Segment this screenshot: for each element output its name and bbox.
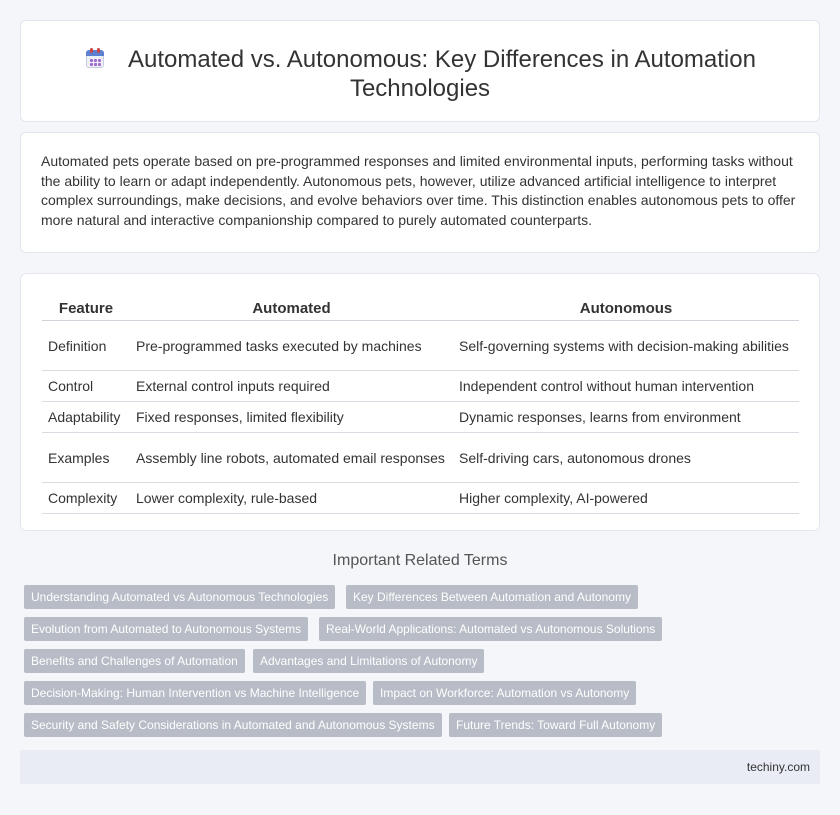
table-row — [42, 483, 799, 514]
related-term-link[interactable]: Understanding Automated vs Autonomous Technologies — [24, 585, 335, 609]
autonomous-cell: Independent control without human intervention — [453, 371, 799, 402]
comparison-card — [20, 273, 820, 531]
autonomous-cell: Dynamic responses, learns from environment — [453, 402, 799, 433]
related-term-link[interactable]: Impact on Workforce: Automation vs Autonomy — [373, 681, 636, 705]
related-term-link[interactable]: Future Trends: Toward Full Autonomy — [449, 713, 662, 737]
feature-cell: Complexity — [42, 483, 130, 514]
table-row — [42, 321, 799, 371]
automated-cell: Fixed responses, limited flexibility — [130, 402, 453, 433]
autonomous-cell: Self-governing systems with decision-making abilities — [453, 321, 799, 371]
related-term-link[interactable]: Key Differences Between Automation and Autonomy — [346, 585, 638, 609]
feature-cell: Control — [42, 371, 130, 402]
footer — [20, 750, 820, 784]
footer-site-link[interactable]: techiny.com — [746, 760, 810, 774]
header-card — [20, 20, 820, 122]
automated-cell: Pre-programmed tasks executed by machines — [130, 321, 453, 371]
column-header-feature: Feature — [42, 297, 130, 321]
feature-cell: Definition — [42, 321, 130, 371]
intro-paragraph: Automated pets operate based on pre-programmed responses and limited environmental inputs, performing tasks without the ability to learn or adapt independently. Autonomous pets, however, utilize advanced artificial intelligence to interpret complex surroundings, make decisions, and evolve behaviors over time. This distinction enables autonomous pets to offer more natural and interactive companionship compared to purely automated counterparts. — [41, 153, 796, 228]
feature-cell: Adaptability — [42, 402, 130, 433]
autonomous-cell: Higher complexity, AI-powered — [453, 483, 799, 514]
automated-cell: Assembly line robots, automated email responses — [130, 433, 453, 483]
autonomous-cell: Self-driving cars, autonomous drones — [453, 433, 799, 483]
intro-card — [20, 132, 820, 253]
related-term-link[interactable]: Benefits and Challenges of Automation — [24, 649, 245, 673]
related-term-link[interactable]: Real-World Applications: Automated vs Autonomous Solutions — [319, 617, 662, 641]
related-term-link[interactable]: Security and Safety Considerations in Automated and Autonomous Systems — [24, 713, 442, 737]
related-term-link[interactable]: Advantages and Limitations of Autonomy — [253, 649, 484, 673]
related-term-link[interactable]: Evolution from Automated to Autonomous Systems — [24, 617, 308, 641]
automated-cell: Lower complexity, rule-based — [130, 483, 453, 514]
feature-cell: Examples — [42, 433, 130, 483]
table-row — [42, 371, 799, 402]
related-term-link[interactable]: Decision-Making: Human Intervention vs Machine Intelligence — [24, 681, 366, 705]
table-row — [42, 433, 799, 483]
table-row — [42, 402, 799, 433]
page-title: Automated vs. Autonomous: Key Differences in Automation Technologies — [128, 46, 756, 102]
table-header-row — [42, 297, 799, 321]
column-header-automated: Automated — [130, 297, 453, 321]
column-header-autonomous: Autonomous — [453, 297, 799, 321]
comparison-table — [42, 297, 799, 514]
related-terms-title: Important Related Terms — [332, 552, 508, 569]
automated-cell: External control inputs required — [130, 371, 453, 402]
calendar-icon — [84, 47, 106, 69]
page-title-wrap — [21, 45, 819, 103]
